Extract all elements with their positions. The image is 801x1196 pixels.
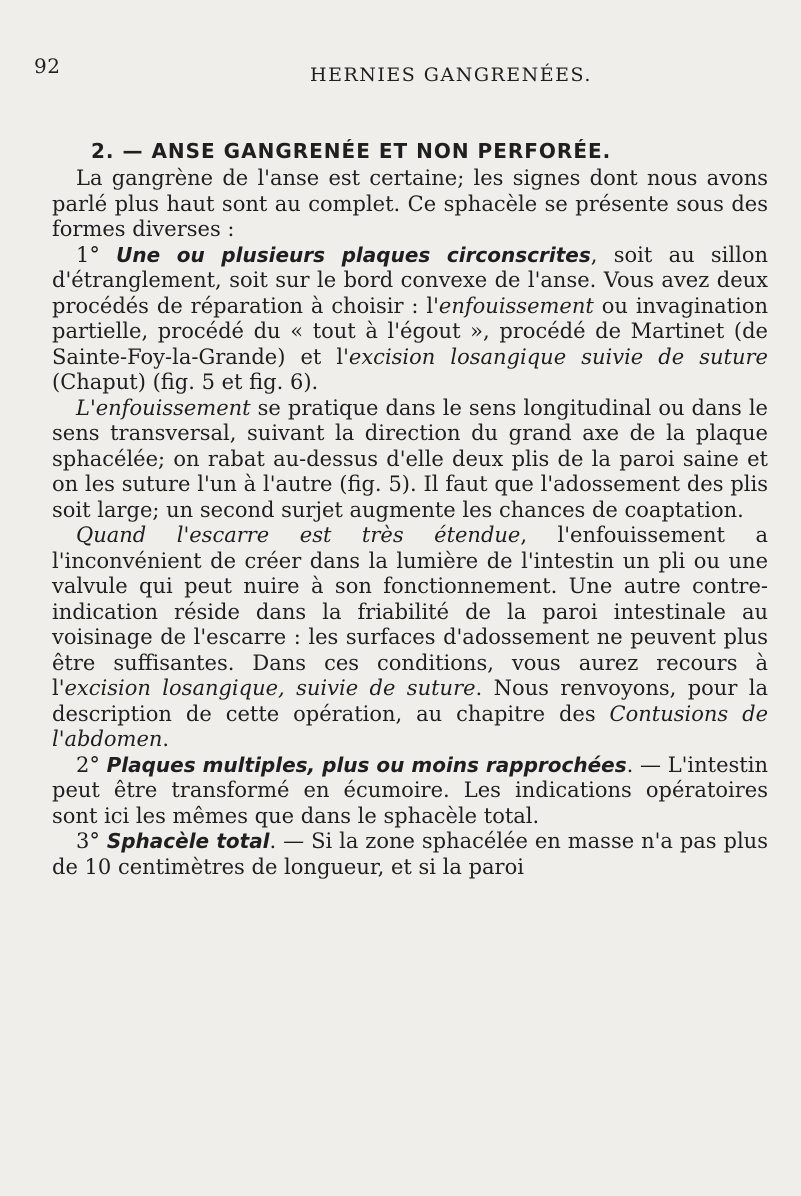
body-text <box>52 166 768 880</box>
item-number: 3° <box>76 829 100 853</box>
section-title: 2. — ANSE GANGRENÉE ET NON PERFORÉE. <box>91 139 612 163</box>
item-number: 1° <box>76 242 100 267</box>
page-number: 92 <box>34 54 61 78</box>
subsection-heading: Sphacèle total <box>106 829 270 853</box>
paragraph-sphacele-total: 3° Sphacèle total. — Si la zone sphacélée en masse n'a pas plus de 10 centimètres de longueur, et si la paroi <box>52 829 768 879</box>
paragraph-plaques-circonscrites: 1° Une ou plusieurs plaques circonscrites, soit au sillon d'étranglement, soit sur le bord convexe de l'anse. Vous avez deux procédés de réparation à choisir : l'enfouissement ou invagination partielle, procédé du « tout à l'égout », procédé de Martinet (de Sainte-Foy-la-Grande) et l'excision losangique suivie de suture (Chaput) (fig. 5 et fig. 6). <box>52 242 768 394</box>
paragraph-escarre: Quand l'escarre est très étendue, l'enfouissement a l'inconvénient de créer dans la lumière de l'intestin un pli ou une valvule qui peut nuire à son fonctionnement. Une autre contre-indication réside dans la friabilité de la paroi intestinale au voisinage de l'escarre : les surfaces d'adossement ne peuvent plus être suffisantes. Dans ces conditions, vous aurez recours à l'excision losangique, suivie de suture. Nous renvoyons, pour la description de cette opération, au chapitre des Contusions de l'abdomen. <box>52 523 768 751</box>
paragraph-enfouissement: L'enfouissement se pratique dans le sens longitudinal ou dans le sens transversal, suivant la direction du grand axe de la plaque sphacélée; on rabat au-dessus d'elle deux plis de la paroi saine et on les suture l'un à l'autre (fig. 5). Il faut que l'adossement des plis soit large; un second surjet augmente les chances de coaptation. <box>52 395 768 522</box>
running-title: HERNIES GANGRENÉES. <box>310 64 592 86</box>
subsection-heading: Une ou plusieurs plaques circonscrites <box>116 242 591 267</box>
item-number: 2° <box>76 752 100 777</box>
paragraph-intro: La gangrène de l'anse est certaine; les signes dont nous avons parlé plus haut sont au complet. Ce sphacèle se présente sous des formes diverses : <box>52 166 768 241</box>
paragraph-plaques-multiples: 2° Plaques multiples, plus ou moins rapprochées. — L'intestin peut être transformé en écumoire. Les indications opératoires sont ici les mêmes que dans le sphacèle total. <box>52 752 768 828</box>
subsection-heading: Plaques multiples, plus ou moins rapprochées <box>106 752 627 777</box>
